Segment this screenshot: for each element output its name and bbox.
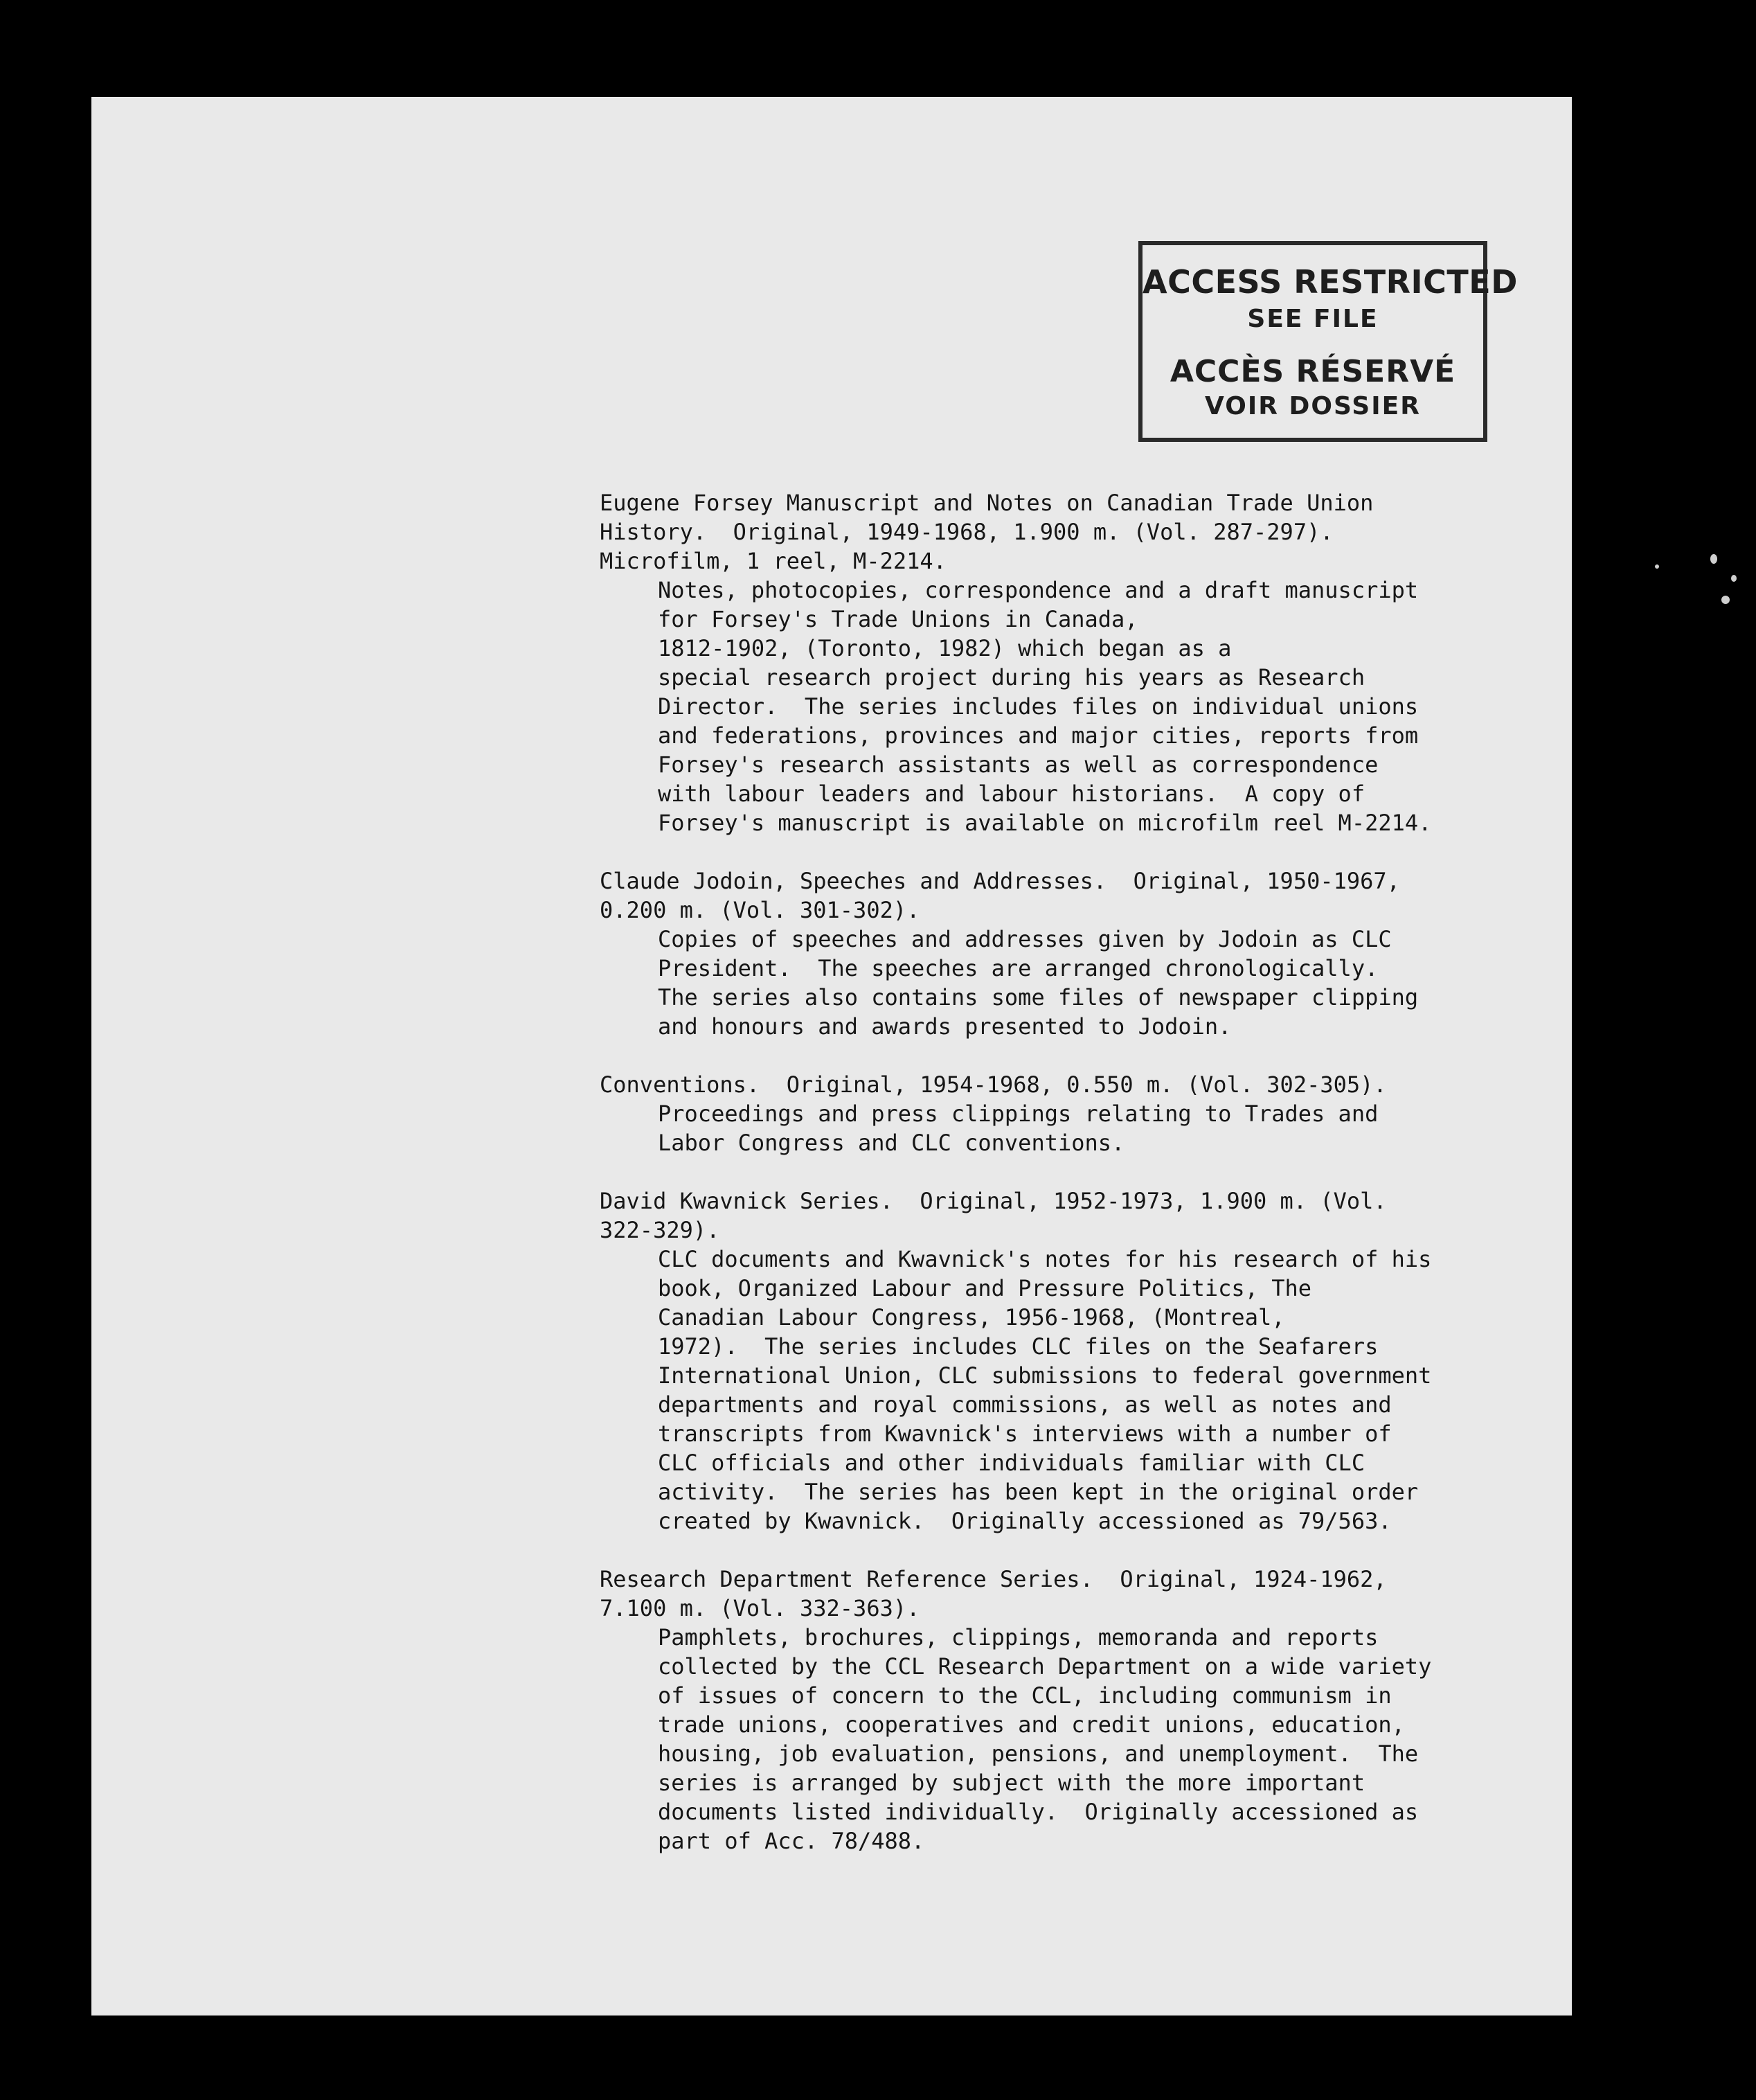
stamp-line-3: ACCÈS RÉSERVÉ <box>1170 354 1456 389</box>
series-entry-conventions <box>600 1070 1521 1157</box>
scan-speck <box>1731 575 1737 582</box>
stamp-line-2: SEE FILE <box>1247 305 1379 333</box>
scan-speck <box>1655 564 1659 569</box>
series-entry-kwavnick <box>600 1186 1521 1536</box>
entry-description: Copies of speeches and addresses given by Jodoin as CLC President. The speeches are arranged chronologically. The series also contains some files of newspaper clipping and honours and awards presented to Jodoin. <box>658 926 1419 1040</box>
document-page <box>91 97 1572 2016</box>
entry-heading: Claude Jodoin, Speeches and Addresses. Original, 1950-1967, 0.200 m. (Vol. 301-302). <box>600 868 1400 923</box>
entry-description: Pamphlets, brochures, clippings, memoranda and reports collected by the CCL Research Department on a wide variety of issues of concern to the CCL, including communism in trade unions, cooperatives and credit unions, education, housing, job evaluation, pensions, and unemployment. The series is arranged by subject with the more important documents listed individually. Originally accessioned as part of Acc. 78/488. <box>658 1624 1432 1854</box>
series-entry-jodoin <box>600 866 1521 1041</box>
access-restricted-stamp <box>1138 241 1518 442</box>
entry-description: Proceedings and press clippings relating to Trades and Labor Congress and CLC conventions. <box>658 1101 1379 1156</box>
entry-heading: David Kwavnick Series. Original, 1952-1973, 1.900 m. (Vol. 322-329). <box>600 1188 1387 1243</box>
scan-speck <box>1710 554 1717 564</box>
series-entry-forsey <box>600 488 1521 837</box>
entry-description: Notes, photocopies, correspondence and a draft manuscript for Forsey's Trade Unions in Canada, 1812-1902, (Toronto, 1982) which began as a special research project during his years as Research Director. The series includes files on individual unions and federations, provinces and major cities, reports from Forsey's research assistants as well as correspondence with labour leaders and labour historians. A copy of Forsey's manuscript is available on microfilm reel M-2214. <box>658 577 1432 836</box>
stamp-line-1: ACCESS RESTRICTED <box>1143 263 1518 301</box>
stamp-line-4: VOIR DOSSIER <box>1205 392 1421 420</box>
entry-heading: Research Department Reference Series. Original, 1924-1962, 7.100 m. (Vol. 332-363). <box>600 1566 1387 1621</box>
entry-description: CLC documents and Kwavnick's notes for his research of his book, Organized Labour and Pressure Politics, The Canadian Labour Congress, 1956-1968, (Montreal, 1972). The series includes CLC files on the Seafarers International Union, CLC submissions to federal government departments and royal commissions, as well as notes and transcripts from Kwavnick's interviews with a number of CLC officials and other individuals familiar with CLC activity. The series has been kept in the original order created by Kwavnick. Originally accessioned as 79/563. <box>658 1246 1432 1534</box>
series-list <box>600 488 1521 1885</box>
scan-speck <box>1721 596 1730 604</box>
entry-heading: Conventions. Original, 1954-1968, 0.550 m. (Vol. 302-305). <box>600 1071 1387 1098</box>
entry-heading: Eugene Forsey Manuscript and Notes on Canadian Trade Union History. Original, 1949-1968, 1.900 m. (Vol. 287-297). Microfilm, 1 reel, M-2214. <box>600 490 1374 574</box>
series-entry-research-department <box>600 1565 1521 1856</box>
